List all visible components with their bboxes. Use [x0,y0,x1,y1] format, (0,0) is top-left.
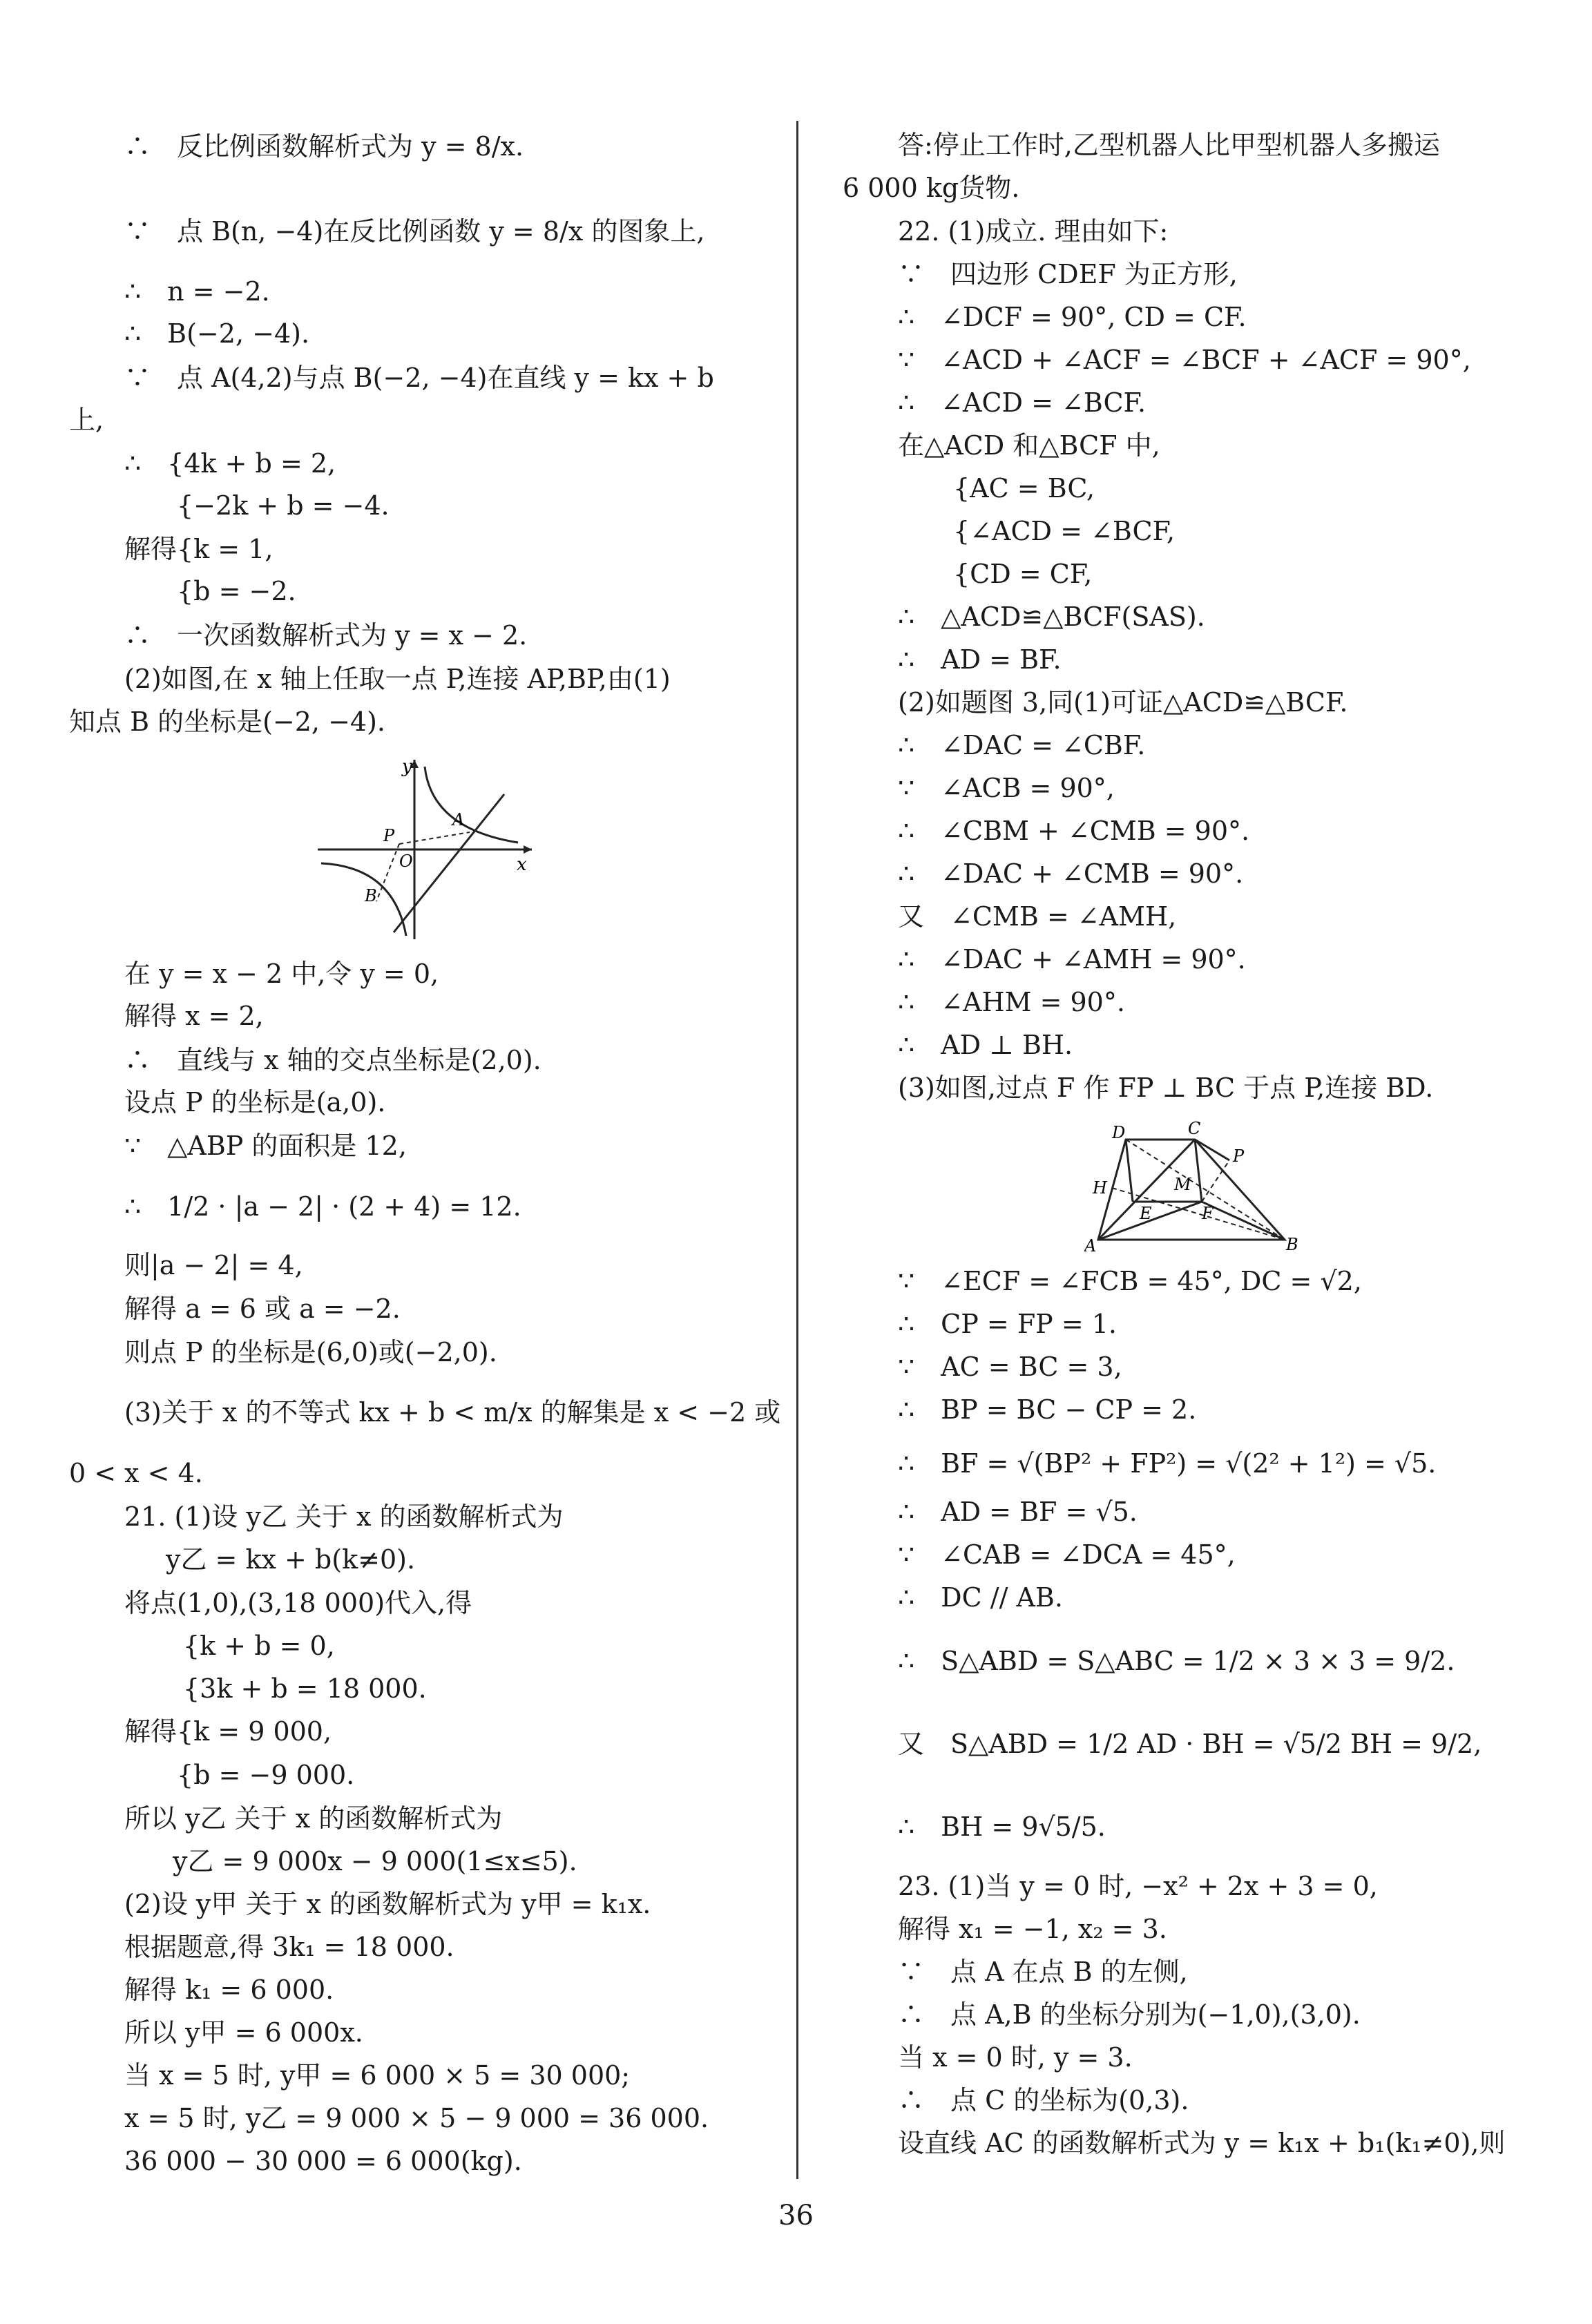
text-line: ∵ 四边形 CDEF 为正方形, [898,259,1238,289]
text-line: 解得 k₁ = 6 000. [124,1975,334,2005]
text-line: 0 < x < 4. [69,1458,203,1488]
text-line: ∴ ∠DAC + ∠AMH = 90°. [898,944,1246,974]
text-line: ∵ ∠ECF = ∠FCB = 45°, DC = √2, [898,1266,1362,1296]
text-line: 22. (1)成立. 理由如下: [898,216,1169,247]
text-line: ∴ ∠AHM = 90°. [898,987,1125,1017]
text-line: 36 000 − 30 000 = 6 000(kg). [124,2146,522,2176]
column-divider [796,121,798,2179]
fig1-label: A [452,810,465,829]
text-line: 设直线 AC 的函数解析式为 y = k₁x + b₁(k₁≠0),则 [898,2128,1506,2158]
trapezoid-figure [1084,1119,1416,1257]
text-line: (2)如题图 3,同(1)可证△ACD≌△BCF. [898,687,1348,718]
text-line: 又 S△ABD = 1/2 AD · BH = √5/2 BH = 9/2, [898,1729,1482,1759]
text-line: 在 y = x − 2 中,令 y = 0, [124,959,439,989]
fig2-label: A [1084,1236,1097,1256]
text-line: ∴ ∠DCF = 90°, CD = CF. [898,302,1247,332]
fig2-label: C [1188,1119,1201,1138]
text-line: ∵ ∠ACB = 90°, [898,773,1115,803]
text-line: ∴ S△ABD = S△ABC = 1/2 × 3 × 3 = 9/2. [898,1646,1455,1676]
text-line: ∵ 点 A(4,2)与点 B(−2, −4)在直线 y = kx + b [124,363,714,393]
text-line: {∠ACD = ∠BCF, [953,516,1176,546]
text-line: 解得 a = 6 或 a = −2. [124,1294,401,1324]
text-line: 23. (1)当 y = 0 时, −x² + 2x + 3 = 0, [898,1871,1378,1901]
text-line: 当 x = 0 时, y = 3. [898,2042,1133,2073]
text-line: ∴ ∠DAC + ∠CMB = 90°. [898,858,1244,889]
text-line: x = 5 时, y乙 = 9 000 × 5 − 9 000 = 36 000. [124,2103,709,2133]
fig2-label: D [1112,1123,1126,1142]
text-line: (3)如图,过点 F 作 FP ⊥ BC 于点 P,连接 BD. [898,1073,1434,1103]
text-line: {−2k + b = −4. [124,490,390,521]
text-line: ∴ ∠DAC = ∠CBF. [898,730,1146,760]
text-line: ∴ 一次函数解析式为 y = x − 2. [124,620,528,651]
text-line: ∴ BF = √(BP² + FP²) = √(2² + 1²) = √5. [898,1448,1437,1479]
text-line: ∴ 直线与 x 轴的交点坐标是(2,0). [124,1045,541,1075]
text-line: 解得 x = 2, [124,1001,264,1031]
text-line: 则|a − 2| = 4, [124,1250,303,1280]
text-line: y乙 = kx + b(k≠0). [166,1544,416,1575]
text-line: 则点 P 的坐标是(6,0)或(−2,0). [124,1337,497,1367]
text-line: 根据题意,得 3k₁ = 18 000. [124,1932,454,1962]
fig2-label: H [1093,1178,1107,1198]
text-line: 当 x = 5 时, y甲 = 6 000 × 5 = 30 000; [124,2060,631,2091]
text-line: ∴ B(−2, −4). [124,318,310,349]
text-line: ∵ 点 A 在点 B 的左侧, [898,1957,1188,1987]
text-line: ∴ {4k + b = 2, [124,448,336,479]
page-number: 36 [778,2200,814,2231]
text-line: {k + b = 0, [183,1631,335,1661]
fig1-label: P [383,826,395,845]
text-line: (2)设 y甲 关于 x 的函数解析式为 y甲 = k₁x. [124,1889,651,1919]
text-line: 将点(1,0),(3,18 000)代入,得 [124,1588,472,1618]
fig1-label: x [517,854,527,875]
fig2-label: E [1140,1204,1152,1223]
text-line: 解得{k = 9 000, [124,1716,332,1747]
text-line: ∴ AD = BF. [898,644,1062,675]
fig2-label: F [1202,1204,1214,1223]
text-line: ∴ ∠CBM + ∠CMB = 90°. [898,816,1250,846]
hyperbola-figure [304,753,539,946]
text-line: ∴ DC // AB. [898,1582,1063,1613]
text-line: ∴ 反比例函数解析式为 y = 8/x. [124,131,524,162]
text-line: 答:停止工作时,乙型机器人比甲型机器人多搬运 [898,130,1440,160]
text-line: ∴ AD ⊥ BH. [898,1030,1073,1060]
text-line: ∴ AD = BF = √5. [898,1497,1138,1527]
text-line: {CD = CF, [953,559,1093,589]
fig2-label: P [1233,1146,1245,1166]
text-line: ∴ △ACD≌△BCF(SAS). [898,602,1205,632]
text-line: 所以 y乙 关于 x 的函数解析式为 [124,1803,503,1834]
text-line: (3)关于 x 的不等式 kx + b < m/x 的解集是 x < −2 或 [124,1397,781,1428]
text-line: 上, [69,405,104,435]
text-line: 6 000 kg货物. [843,173,1020,203]
fig2-label: B [1286,1235,1298,1254]
text-line: ∴ n = −2. [124,276,270,307]
text-line: {b = −9 000. [124,1760,355,1790]
text-line: ∴ BP = BC − CP = 2. [898,1394,1197,1425]
text-line: ∵ AC = BC = 3, [898,1352,1122,1382]
text-line: 21. (1)设 y乙 关于 x 的函数解析式为 [124,1501,564,1532]
text-line: 又 ∠CMB = ∠AMH, [898,901,1177,932]
text-line: ∴ 1/2 · |a − 2| · (2 + 4) = 12. [124,1191,521,1222]
text-line: {3k + b = 18 000. [183,1673,427,1704]
text-line: 解得{k = 1, [124,534,274,564]
text-line: ∵ △ABP 的面积是 12, [124,1131,407,1161]
text-line: 知点 B 的坐标是(−2, −4). [69,707,386,737]
text-line: 在△ACD 和△BCF 中, [898,430,1160,461]
text-line: 解得 x₁ = −1, x₂ = 3. [898,1914,1167,1944]
fig1-label: B [365,886,377,905]
text-line: y乙 = 9 000x − 9 000(1≤x≤5). [173,1846,577,1876]
text-line: {b = −2. [124,576,296,606]
text-line: {AC = BC, [953,473,1095,503]
text-line: ∵ 点 B(n, −4)在反比例函数 y = 8/x 的图象上, [124,216,705,247]
text-line: ∴ 点 C 的坐标为(0,3). [898,2085,1189,2115]
text-line: ∴ ∠ACD = ∠BCF. [898,387,1147,418]
text-line: ∵ ∠CAB = ∠DCA = 45°, [898,1539,1236,1570]
text-line: 设点 P 的坐标是(a,0). [124,1087,386,1117]
fig1-label: y [402,756,412,777]
fig2-label: M [1174,1175,1191,1194]
text-line: ∴ 点 A,B 的坐标分别为(−1,0),(3,0). [898,1999,1361,2030]
text-line: ∴ BH = 9√5/5. [898,1812,1106,1842]
fig1-label: O [399,852,413,871]
text-line: 所以 y甲 = 6 000x. [124,2017,363,2048]
text-line: ∴ CP = FP = 1. [898,1309,1118,1339]
text-line: ∵ ∠ACD + ∠ACF = ∠BCF + ∠ACF = 90°, [898,345,1471,375]
text-line: (2)如图,在 x 轴上任取一点 P,连接 AP,BP,由(1) [124,664,671,694]
